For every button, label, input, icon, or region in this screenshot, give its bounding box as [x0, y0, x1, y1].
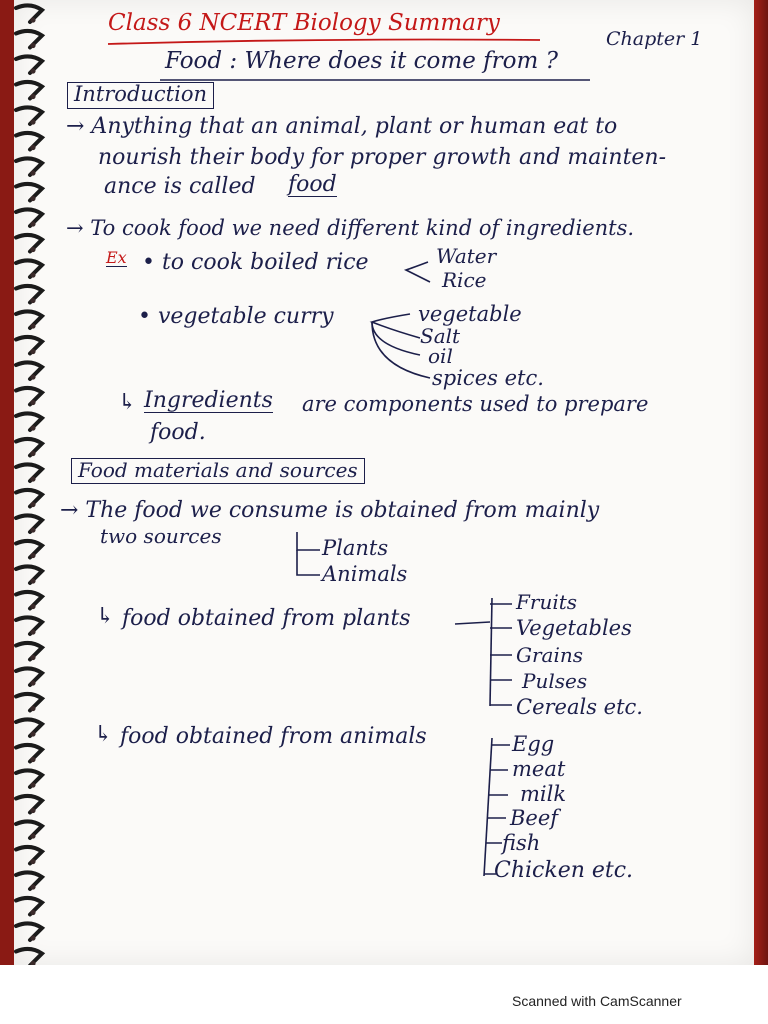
example-boiled-rice: • to cook boiled rice	[142, 250, 369, 275]
curry-item-spices: spices etc.	[432, 366, 544, 390]
defined-term-food: food	[288, 172, 337, 197]
introduction-heading: Introduction	[67, 82, 214, 109]
ingredients-definition-end: food.	[150, 420, 206, 445]
return-arrow-icon: ↳	[118, 390, 137, 415]
curry-item-oil: oil	[428, 344, 453, 368]
source-plants: Plants	[322, 536, 389, 560]
scanner-watermark: Scanned with CamScanner	[512, 993, 682, 1009]
animal-food-egg: Egg	[512, 732, 555, 756]
definition-line-1: → Anything that an animal, plant or human eat to	[66, 114, 618, 139]
rice-item-rice: Rice	[442, 268, 487, 292]
plant-food-cereals: Cereals etc.	[516, 695, 643, 719]
animal-food-meat: meat	[512, 757, 566, 781]
animal-food-fish: fish	[502, 831, 541, 855]
animal-food-beef: Beef	[510, 806, 559, 830]
ingredients-term: Ingredients	[144, 388, 273, 413]
rice-item-water: Water	[436, 244, 497, 268]
food-sources-heading: Food materials and sources	[71, 458, 365, 484]
spiral-binding-icon	[0, 0, 48, 965]
return-arrow-icon: ↳	[96, 604, 115, 629]
animal-food-milk: milk	[520, 782, 567, 806]
example-vegetable-curry: • vegetable curry	[138, 304, 334, 329]
definition-line-2: nourish their body for proper growth and mainten-	[98, 145, 667, 170]
definition-line-3: ance is called	[104, 174, 256, 199]
source-animals: Animals	[322, 562, 408, 586]
sources-intro-line-2: two sources	[100, 524, 222, 548]
page-subtitle: Food : Where does it come from ?	[165, 48, 558, 74]
ingredients-line: → To cook food we need different kind of ingredients.	[66, 216, 635, 240]
curry-item-vegetable: vegetable	[418, 302, 522, 326]
curry-item-salt: Salt	[420, 324, 461, 348]
sources-intro-line-1: → The food we consume is obtained from mainly	[60, 498, 600, 523]
plant-food-fruits: Fruits	[516, 590, 578, 614]
chapter-label: Chapter 1	[606, 28, 703, 50]
animals-label: food obtained from animals	[120, 724, 427, 749]
example-label: Ex	[106, 248, 127, 267]
animal-food-chicken: Chicken etc.	[494, 858, 634, 883]
return-arrow-icon: ↳	[94, 722, 113, 747]
plant-food-vegetables: Vegetables	[516, 616, 632, 640]
plant-food-grains: Grains	[516, 643, 584, 667]
page-title: Class 6 NCERT Biology Summary	[108, 10, 500, 36]
notebook-cover-edge	[754, 0, 768, 965]
plants-label: food obtained from plants	[122, 606, 411, 631]
plant-food-pulses: Pulses	[522, 669, 588, 693]
ingredients-definition: are components used to prepare	[302, 392, 649, 416]
